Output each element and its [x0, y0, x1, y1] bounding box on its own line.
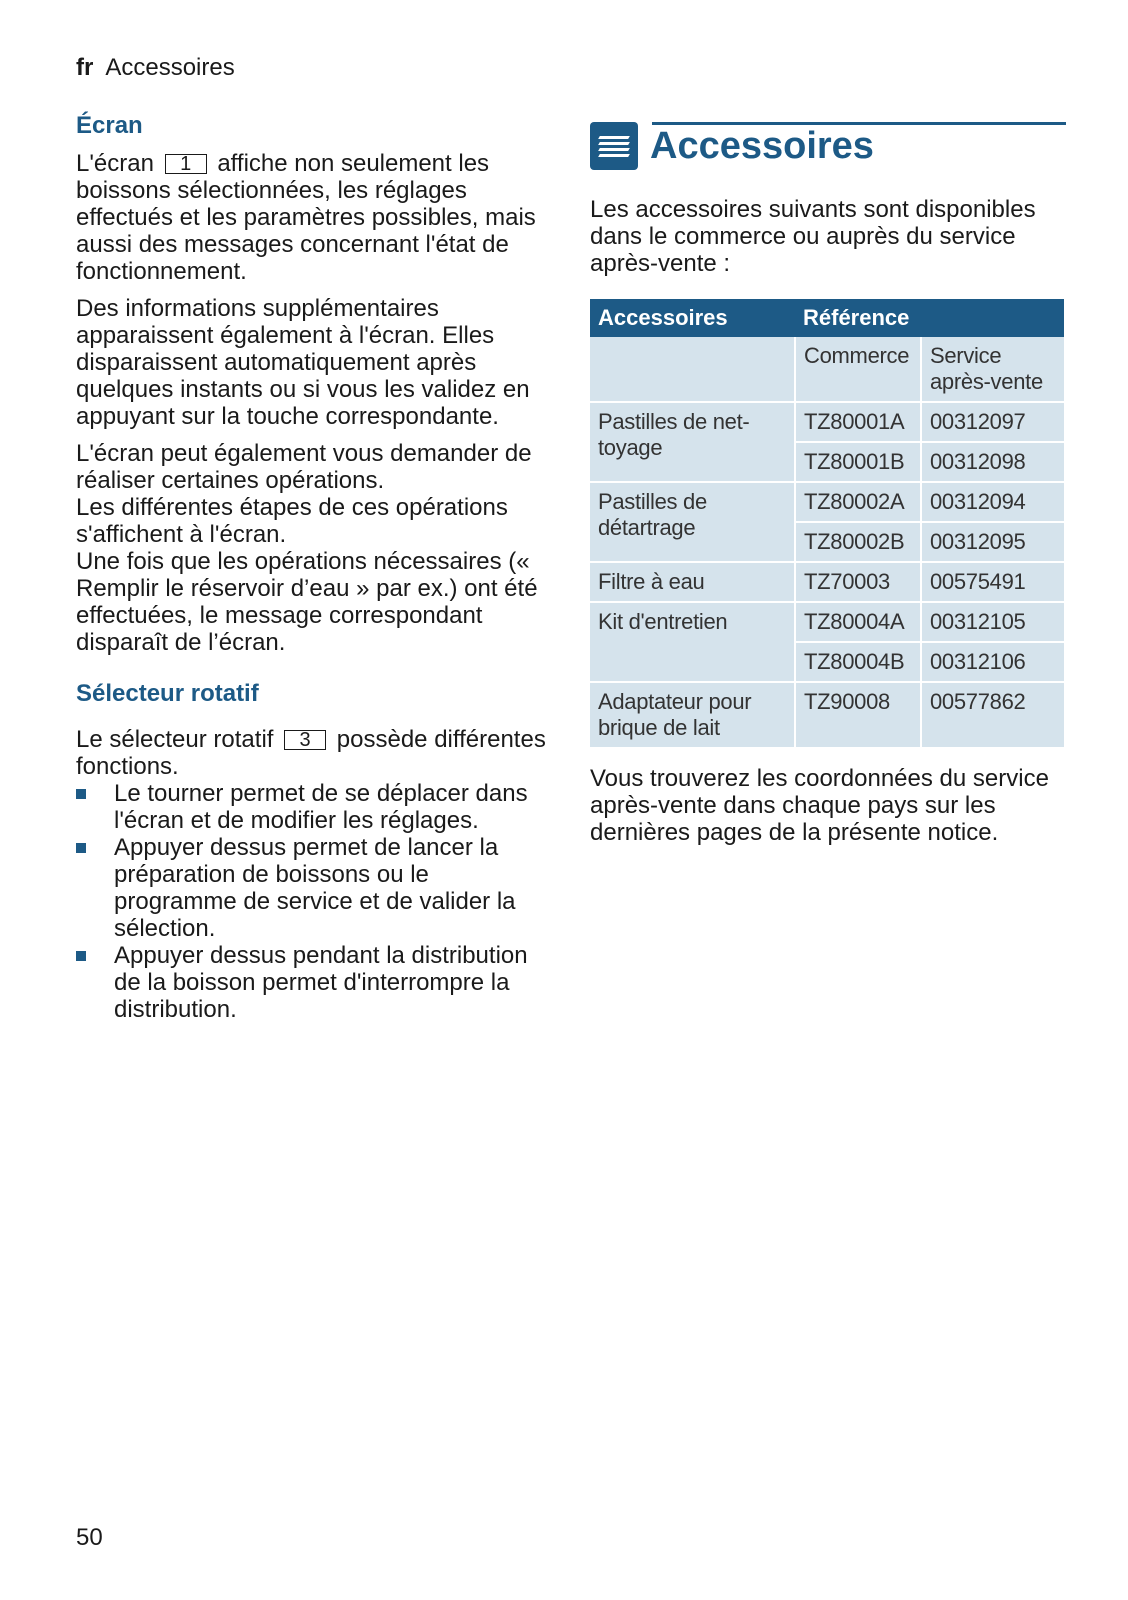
square-bullet-icon [76, 789, 86, 799]
ref-commerce: TZ70003 [795, 562, 921, 602]
page-number: 50 [76, 1524, 103, 1551]
ecran-p3-line3: Une fois que les opérations nécessaires (« Remplir le réservoir d’eau » par ex.) ont été effectuées, le message correspondant disparaît de l’écran. [76, 548, 538, 656]
section-title-block [590, 118, 1066, 174]
list-item-text: Appuyer dessus permet de lancer la préparation de boissons ou le programme de service et de valider la sélection. [114, 834, 516, 942]
ecran-p3-line2: Les différentes étapes de ces opérations s'affichent à l'écran. [76, 494, 508, 548]
accessory-name: Pastilles de net-toyage [590, 402, 795, 482]
table-row [590, 602, 1064, 642]
accessories-outro: Vous trouverez les coordonnées du service après-vente dans chaque pays sur les dernières pages de la présente notice. [590, 765, 1049, 846]
ref-service: 00312094 [921, 482, 1064, 522]
header-section: Accessoires [105, 54, 235, 81]
table-row [590, 562, 1064, 602]
reference-number-box: 3 [284, 730, 326, 750]
square-bullet-icon [76, 843, 86, 853]
language-code: fr [76, 54, 94, 81]
ref-commerce: TZ80004A [795, 602, 921, 642]
ecran-heading: Écran [76, 112, 143, 139]
ref-service: 00312105 [921, 602, 1064, 642]
ref-commerce: TZ90008 [795, 682, 921, 747]
section-title: Accessoires [650, 125, 874, 167]
ref-service: 00312095 [921, 522, 1064, 562]
sel-p1-start: Le sélecteur rotatif [76, 726, 274, 753]
list-item-text: Appuyer dessus pendant la distribution de la boisson permet d'interrompre la distribution. [114, 942, 528, 1023]
square-bullet-icon [76, 951, 86, 961]
accessory-name: Adaptateur pour brique de lait [590, 682, 795, 747]
function-list [76, 780, 546, 1023]
list-item [76, 834, 546, 942]
empty-cell [590, 337, 795, 402]
list-item-text: Le tourner permet de se déplacer dans l'écran et de modifier les réglages. [114, 780, 528, 834]
running-header [76, 54, 235, 82]
list-item [76, 942, 546, 1023]
column-header-reference: Référence [795, 299, 1064, 337]
ref-commerce: TZ80002A [795, 482, 921, 522]
ecran-paragraph-1 [76, 150, 546, 285]
right-column [590, 118, 1066, 870]
ref-service: 00575491 [921, 562, 1064, 602]
column-header-accessoires: Accessoires [590, 299, 795, 337]
subheader-service: Service après-vente [921, 337, 1064, 402]
left-column [76, 112, 546, 1023]
accessories-intro: Les accessoires suivants sont disponibles dans le commerce ou auprès du service après-vente : [590, 196, 1036, 277]
ecran-p3-line1: L'écran peut également vous demander de réaliser certaines opérations. [76, 440, 532, 494]
ref-commerce: TZ80002B [795, 522, 921, 562]
selecteur-heading: Sélecteur rotatif [76, 680, 259, 707]
accessories-table [590, 299, 1064, 747]
reference-number-box: 1 [165, 154, 207, 174]
table-row [590, 482, 1064, 522]
ecran-paragraph-2: Des informations supplémentaires apparaissent également à l'écran. Elles disparaissent automatiquement après quelques instants ou si vous les validez en appuyant sur la touche correspondante. [76, 295, 530, 430]
ref-service: 00312097 [921, 402, 1064, 442]
ref-service: 00312106 [921, 642, 1064, 682]
accessory-name: Filtre à eau [590, 562, 795, 602]
selecteur-paragraph [76, 726, 546, 780]
ecran-paragraph-3 [76, 440, 546, 656]
table-row [590, 682, 1064, 747]
sel-p1-end: possède différentes fonctions. [76, 726, 546, 780]
ref-commerce: TZ80001A [795, 402, 921, 442]
ref-service: 00312098 [921, 442, 1064, 482]
accessory-name: Kit d'entretien [590, 602, 795, 682]
ecran-p1-start: L'écran [76, 150, 154, 177]
accessory-name: Pastilles de détartrage [590, 482, 795, 562]
ref-commerce: TZ80004B [795, 642, 921, 682]
ref-service: 00577862 [921, 682, 1064, 747]
list-item [76, 780, 546, 834]
ref-commerce: TZ80001B [795, 442, 921, 482]
table-row [590, 402, 1064, 442]
ecran-p1-end: affiche non seulement les boissons sélectionnées, les réglages effectués et les paramètres possibles, mais aussi des messages concernant l'état de fonctionnement. [76, 150, 536, 285]
subheader-commerce: Commerce [795, 337, 921, 402]
accessories-section-icon [590, 122, 638, 170]
